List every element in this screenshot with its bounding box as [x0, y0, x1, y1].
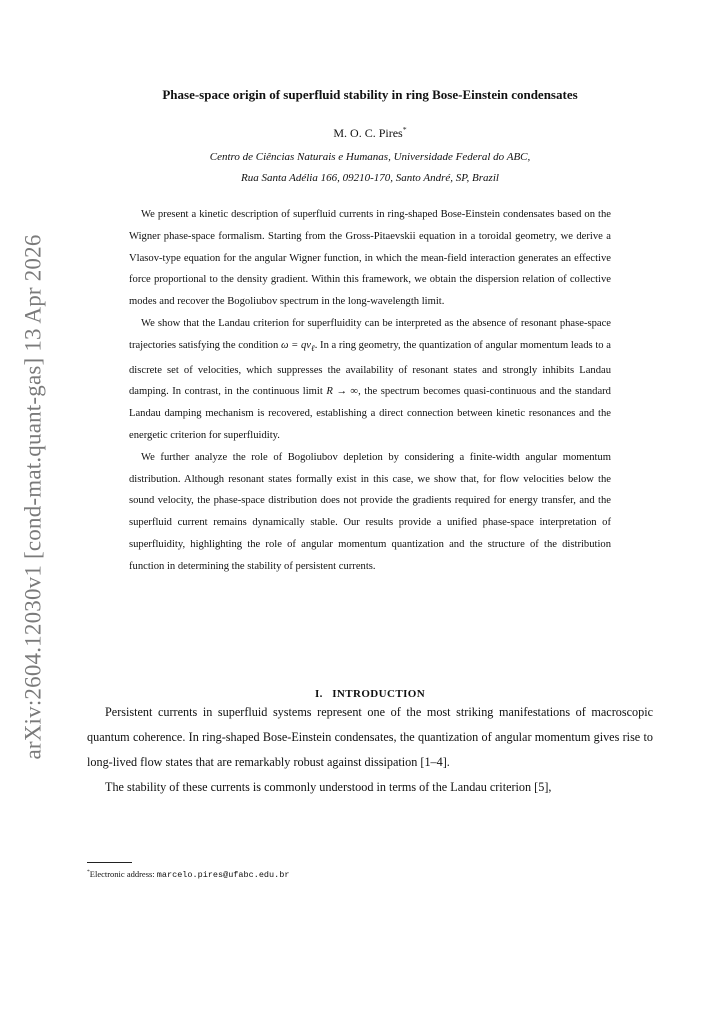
abstract — [129, 204, 611, 578]
section-heading — [60, 688, 680, 700]
affiliation-line-2: Rua Santa Adélia 166, 09210-170, Santo André, SP, Brazil — [241, 172, 499, 184]
affiliation-line-1: Centro de Ciências Naturais e Humanas, Universidade Federal do ABC, — [209, 151, 531, 163]
section-title: INTRODUCTION — [332, 688, 426, 700]
arxiv-identifier-text: arXiv:2604.12030v1 [cond-mat.quant-gas] 13 Apr 2026 — [21, 234, 46, 760]
paper-title: Phase-space origin of superfluid stability in ring Bose-Einstein condensates — [162, 87, 578, 102]
continuous-limit: R → ∞ — [326, 386, 359, 398]
author-footnote-mark: * — [402, 125, 407, 134]
introduction-body — [87, 700, 653, 800]
body-paragraph-2: The stability of these currents is commonly understood in terms of the Landau criterion [5], — [105, 780, 552, 794]
author-line — [60, 126, 680, 141]
abstract-paragraph-1: We present a kinetic description of superfluid currents in ring-shaped Bose-Einstein condensates based on the Wigner phase-space formalism. Starting from the Gross-Pitaevskii equation in a toroidal geometry, we derive a Vlasov-type equation for the angular Wigner function, in which the mean-field interaction generates an effective force proportional to the density gradient. Within this framework, we obtain the dispersion relation of collective modes and recover the Bogoliubov spectrum in the long-wavelength limit. — [129, 209, 611, 308]
abstract-paragraph-2 — [129, 313, 611, 447]
abstract-paragraph-3: We further analyze the role of Bogoliubov depletion by considering a finite-width angular momentum distribution. Although resonant states formally exist in this case, we show that, for flow velocities below the sound velocity, the phase-space distribution does not provide the gradients required for energy transfer, and the superfluid current remains dynamically stable. Our results provide a unified phase-space interpretation of superfluidity, highlighting the role of angular momentum quantization and the structure of the distribution function in determining the stability of persistent currents. — [129, 451, 611, 572]
body-paragraph-1: Persistent currents in superfluid systems represent one of the most striking manifestations of macroscopic quantum coherence. In ring-shaped Bose-Einstein condensates, the quantization of angular momentum gives rise to long-lived flow states that are remarkably robust against dissipation [1–4]. — [87, 705, 653, 769]
footnote — [87, 869, 647, 880]
resonance-condition — [281, 340, 315, 351]
resonance-condition-sub: ℓ — [310, 342, 315, 353]
resonance-condition-main: ω = qv — [280, 339, 311, 351]
abstract-p2-text-c: , the spectrum becomes quasi-continuous and the standard Landau damping mechanism is recovered, establishing a direct connection between kinetic resonances and the energetic criterion for superfluidity. — [129, 386, 611, 442]
footnote-rule — [87, 862, 132, 863]
arxiv-identifier-stamp — [20, 232, 48, 762]
footnote-label: Electronic address: — [89, 869, 157, 879]
section-number: I. — [314, 688, 323, 700]
footnote-mark: * — [87, 869, 90, 876]
abstract-p2-text-a: We show that the Landau criterion for superfluidity can be interpreted as the absence of resonant phase-space trajectories satisfying the condition — [129, 317, 611, 351]
abstract-p2-text-b: . In a ring geometry, the quantization of angular momentum leads to a discrete set of velocities, which suppresses the availability of resonant states and strongly inhibits Landau damping. In contrast, in the continuous limit — [129, 339, 611, 398]
author-name: M. O. C. Pires — [333, 126, 403, 140]
author-email-link[interactable]: marcelo.pires@ufabc.edu.br — [156, 870, 290, 880]
